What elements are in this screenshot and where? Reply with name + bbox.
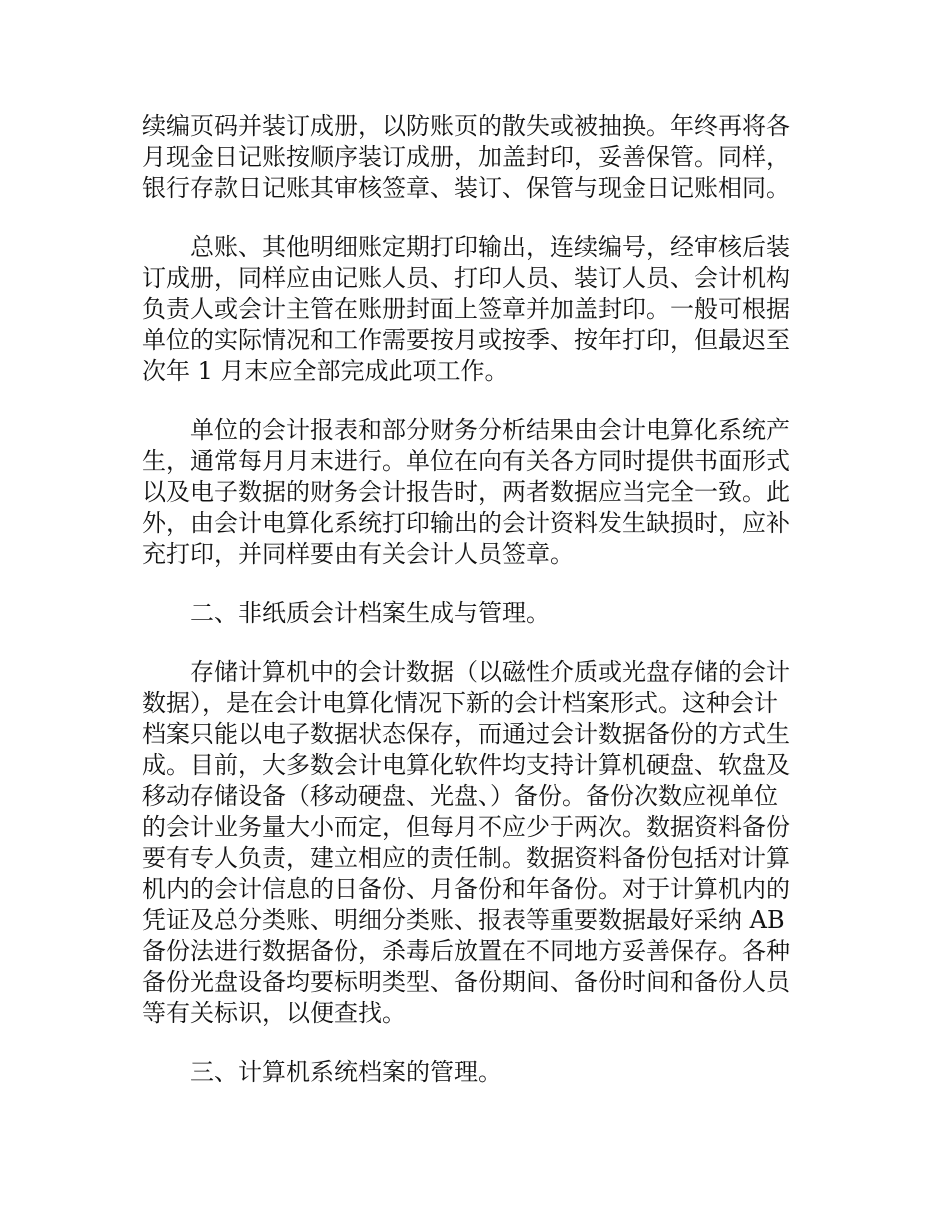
text-line: 数据），是在会计电算化情况下新的会计档案形式。这种会计 [142,689,778,717]
paragraph-data-backup [142,657,812,1029]
text-line: 成。目前，大多数会计电算化软件均支持计算机硬盘、软盘及 [142,751,790,779]
text-line: 以及电子数据的财务会计报告时，两者数据应当完全一致。此 [142,478,790,506]
text-line: 要有专人负责，建立相应的责任制。数据资料备份包括对计算 [142,844,790,872]
text-line: 机内的会计信息的日备份、月备份和年备份。对于计算机内的 [142,875,790,903]
text-line: 月现金日记账按顺序装订成册，加盖封印，妥善保管。同样， [142,143,790,171]
paragraph-accounting-reports [142,415,812,570]
text-line: 的会计业务量大小而定，但每月不应少于两次。数据资料备份 [142,813,790,841]
text-line: 外，由会计电算化系统打印输出的会计资料发生缺损时，应补 [142,509,790,537]
text-line: 次年 1 月末应全部完成此项工作。 [142,357,509,385]
text-line: 负责人或会计主管在账册封面上签章并加盖封印。一般可根据 [142,295,790,323]
text-line: 档案只能以电子数据状态保存，而通过会计数据备份的方式生 [142,720,790,748]
text-line: 银行存款日记账其审核签章、装订、保管与现金日记账相同。 [142,174,790,202]
section-heading-non-paper-archives [142,598,812,629]
section-heading-computer-system-archives [142,1057,812,1088]
document-body [142,111,812,1116]
heading-line: 三、计算机系统档案的管理。 [190,1058,502,1086]
text-line: 等有关标识，以便查找。 [142,999,406,1027]
text-line: 续编页码并装订成册，以防账页的散失或被抽换。年终再将各 [142,112,790,140]
text-line: 订成册，同样应由记账人员、打印人员、装订人员、会计机构 [142,264,790,292]
text-line: 充打印，并同样要由有关会计人员签章。 [142,540,574,568]
heading-line: 二、非纸质会计档案生成与管理。 [190,599,550,627]
text-line: 凭证及总分类账、明细分类账、报表等重要数据最好采纳 AB [142,906,785,934]
text-line: 单位的实际情况和工作需要按月或按季、按年打印，但最迟至 [142,326,790,354]
text-line: 生，通常每月月末进行。单位在向有关各方同时提供书面形式 [142,447,790,475]
paragraph-general-ledger-printing [142,232,812,387]
text-line: 备份法进行数据备份，杀毒后放置在不同地方妥善保存。各种 [142,937,790,965]
text-line: 总账、其他明细账定期打印输出，连续编号，经审核后装 [190,233,790,261]
paragraph-binding-cash-journal [142,111,812,204]
text-line: 单位的会计报表和部分财务分析结果由会计电算化系统产 [190,416,790,444]
text-line: 备份光盘设备均要标明类型、备份期间、备份时间和备份人员 [142,968,790,996]
text-line: 存储计算机中的会计数据（以磁性介质或光盘存储的会计 [190,658,790,686]
text-line: 移动存储设备（移动硬盘、光盘、）备份。备份次数应视单位 [142,782,778,810]
